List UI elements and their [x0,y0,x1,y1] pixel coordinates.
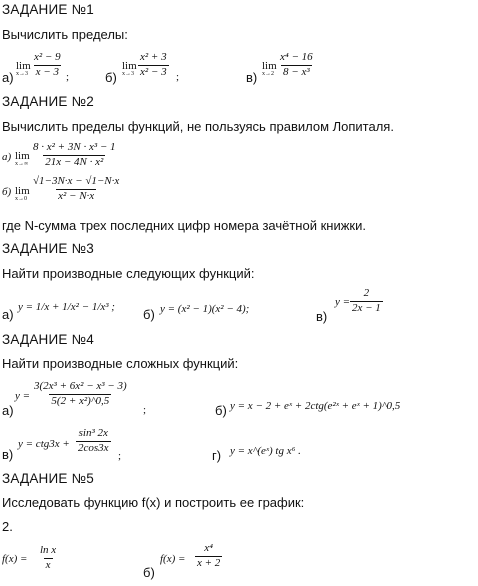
task5-b-fraction: $\frac{\text{x⁴}}{x + 2}$ [197,542,221,569]
task3-b-expr: y = (x² − 1)(x² − 4); [160,303,250,315]
task3-title: ЗАДАНИЕ №3 [2,241,94,256]
task4-c-lhs: y = ctg3x + [18,438,70,450]
task2-b-label: б) [2,186,12,198]
task5-item-number: 2. [2,519,13,534]
task2-note: где N-сумма трех последних цифр номера зачётной книжки. [2,218,366,233]
task4-c-fraction: $\frac{\text{sin³ 2x}}{2\cos 3x}$ [78,427,109,454]
task1-title: ЗАДАНИЕ №1 [2,2,94,17]
task2-title: ЗАДАНИЕ №2 [2,94,94,109]
task4-d-label: г) [212,448,222,463]
task3-c-label: в) [316,309,328,324]
task5-a-lhs: f(x) = [2,553,28,565]
task3-text: Найти производные следующих функций: [2,266,255,281]
task1-text: Вычислить пределы: [2,27,128,42]
task4-text: Найти производные сложных функций: [2,356,239,371]
task5-b-label: б) [143,565,155,580]
task4-b-expr: y = x − 2 + eˣ + 2ctg(e²ˣ + eˣ + 1)^0,5 [230,400,401,412]
task1-b-label: б) [105,70,117,85]
task4-a-sep: ; [143,404,147,416]
task5-b-lhs: f(x) = [160,553,186,565]
task4-a-lhs: y = [15,390,31,402]
task5-text: Исследовать функцию f(x) и построить ее график: [2,495,305,510]
task4-a-fraction: $\frac{\text{3(2x³ + 6x² − x³ − 3)}}{\text{5(2 + x²)\textasciicircum{}0,5}}$ [34,380,127,407]
task3-b-label: б) [143,307,155,322]
task1-b-sep: ; [176,71,180,83]
task2-text: Вычислить пределы функций, не пользуясь правилом Лопиталя. [2,119,394,134]
task4-c-sep: ; [118,450,122,462]
task1-a-fraction: $\frac{\text{x² − 9}}{x - 3}$ [34,51,61,78]
task4-c-label: в) [2,447,14,462]
task3-c-fraction: $\frac{2}{2x - 1}$ [352,287,381,314]
task2-a-label: а) [2,151,12,163]
task4-a-label: а) [2,403,14,418]
task2-b-fraction: $\frac{√1-3N\cdot x - √1-N\cdot x}{\text{x² − N·x}}$ [33,175,120,202]
task5-title: ЗАДАНИЕ №5 [2,471,94,486]
task1-a-lim: lim x→3 [16,60,31,77]
task5-a-fraction: $\frac{\text{ln x}}{x}$ [40,544,57,571]
task1-c-fraction: $\frac{\text{x⁴ − 16}}{\text{8 − x³}}$ [280,51,313,78]
task4-d-expr: y = x^(eˣ) tg x⁶ . [230,445,301,457]
task4-b-label: б) [215,403,227,418]
task3-c-lhs: y = [335,296,351,308]
task3-a-label: а) [2,307,14,322]
task2-a-lim: lim x→∞ [15,150,30,167]
task2-a-fraction: $\frac{\text{8 · x² + 3N · x³ − 1}}{\text{21x − 4N · x²}}$ [33,141,116,168]
task1-c-lim: lim x→2 [262,60,277,77]
task2-b-lim: lim x→0 [15,185,30,202]
task1-b-lim: lim x→3 [122,60,137,77]
task1-c-label: в) [246,70,258,85]
task1-a-label: а) [2,70,14,85]
task4-title: ЗАДАНИЕ №4 [2,332,94,347]
task1-b-fraction: $\frac{\text{x² + 3}}{\text{x² − 3}}$ [140,51,167,78]
task3-a-expr: y = 1/x + 1/x² − 1/x³ ; [18,301,115,313]
task1-a-sep: ; [66,71,70,83]
